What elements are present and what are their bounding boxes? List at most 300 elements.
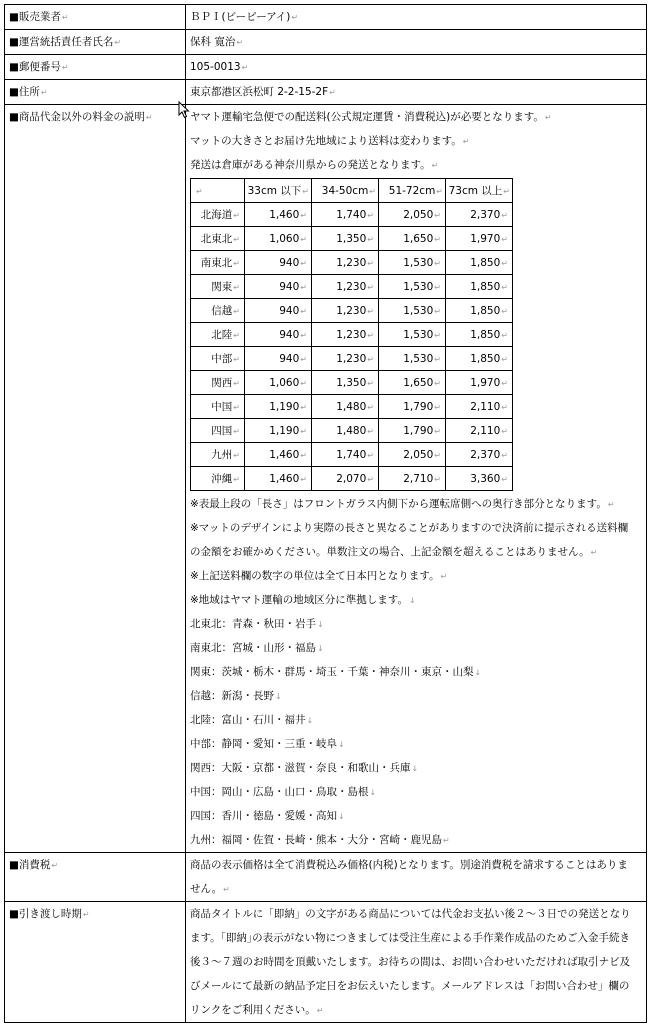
- shipping-row: [191, 419, 513, 443]
- cell-end-mark: ↵: [440, 572, 448, 581]
- postal-label-cell: [5, 55, 186, 80]
- region-definition-line: [190, 756, 642, 780]
- cell-end-mark: ↵: [40, 88, 48, 97]
- rate-cell: [245, 323, 312, 347]
- rate-value: 1,190: [269, 424, 300, 437]
- cell-end-mark: ↵: [431, 161, 439, 170]
- rate-value: 1,740: [336, 208, 367, 221]
- cell-end-mark: ↵: [501, 258, 508, 268]
- rate-cell: [245, 203, 312, 227]
- fees-note-text: ※上記送料欄の数字の単位は全て日本円となります。: [190, 570, 440, 582]
- cell-end-mark: ↵: [434, 282, 441, 292]
- cell-end-mark: ↵: [367, 474, 374, 484]
- region-definition-text: 九州：福岡・佐賀・長崎・熊本・大分・宮崎・鹿児島: [190, 834, 442, 846]
- cell-end-mark: ↵: [367, 282, 374, 292]
- fees-note-text: ※マットのデザインにより実際の長さと異なることがありますので決済前に提示される送料欄: [190, 522, 629, 534]
- region-definition-line: [190, 828, 642, 852]
- rate-cell: [312, 443, 379, 467]
- rate-value: 940: [279, 352, 300, 365]
- cell-end-mark: ↵: [434, 234, 441, 244]
- fees-intro-text: 発送は倉庫がある神奈川県からの発送となります。: [190, 159, 431, 171]
- cell-end-mark: ↵: [233, 451, 240, 460]
- shipping-header-cell: [312, 179, 379, 203]
- cell-end-mark: ↵: [233, 283, 240, 292]
- cell-end-mark: ↵: [434, 330, 441, 340]
- rate-cell: [446, 227, 513, 251]
- rate-value: 2,370: [470, 208, 501, 221]
- region-definition-line: [190, 780, 642, 804]
- fees-note-line: [190, 492, 642, 516]
- rate-value: 1,530: [403, 328, 434, 341]
- rate-cell: [312, 323, 379, 347]
- rate-value: 1,060: [269, 232, 300, 245]
- cell-end-mark: ↵: [300, 426, 307, 436]
- region-definition-line: [190, 636, 642, 660]
- cell-end-mark: ↵: [300, 330, 307, 340]
- tax-text: せん。: [190, 883, 223, 895]
- cell-end-mark: ↵: [300, 258, 307, 268]
- region-cell: [191, 275, 245, 299]
- region-name: 関西: [211, 377, 233, 389]
- rate-value: 1,650: [403, 232, 434, 245]
- cell-end-mark: ↵: [300, 450, 307, 460]
- region-name: 北東北: [200, 233, 233, 245]
- address-label-cell: [5, 80, 186, 105]
- delivery-text: びメールにて最新の納品予定日をお伝えいたします。メールアドレスは「お問い合わせ」欄の: [190, 980, 630, 992]
- manager-value: 保科 寛治: [190, 36, 236, 48]
- shipping-header-cell: [245, 179, 312, 203]
- address-value-cell: [186, 80, 647, 105]
- cell-end-mark: ↵: [233, 427, 240, 436]
- shipping-header-cell: [379, 179, 446, 203]
- cell-end-mark: ↵: [300, 378, 307, 388]
- rate-value: 1,460: [269, 208, 300, 221]
- rate-cell: [379, 203, 446, 227]
- fees-intro-line: [190, 129, 642, 153]
- region-definition-line: [190, 660, 642, 684]
- cell-end-mark: ↵: [434, 210, 441, 220]
- rate-value: 1,850: [470, 280, 501, 293]
- delivery-text: リンクをご利用ください。: [190, 1004, 316, 1016]
- rate-cell: [446, 203, 513, 227]
- delivery-text-line: [190, 974, 642, 998]
- cell-end-mark: ↵: [501, 234, 508, 244]
- address-row: [5, 80, 647, 105]
- rate-value: 2,110: [470, 400, 501, 413]
- cell-end-mark: ↵: [544, 113, 552, 122]
- line-break-mark: ↓: [408, 596, 416, 605]
- rate-cell: [446, 275, 513, 299]
- cell-end-mark: ↵: [501, 306, 508, 316]
- region-name: 南東北: [200, 257, 233, 269]
- region-definition-line: [190, 612, 642, 636]
- rate-cell: [446, 443, 513, 467]
- cell-end-mark: ↵: [61, 63, 69, 72]
- rate-cell: [379, 467, 446, 491]
- rate-cell: [245, 467, 312, 491]
- cell-end-mark: ↵: [367, 402, 374, 412]
- rate-value: 1,790: [403, 424, 434, 437]
- rate-cell: [245, 251, 312, 275]
- rate-cell: [446, 371, 513, 395]
- cell-end-mark: ↵: [501, 354, 508, 364]
- cell-end-mark: ↵: [434, 402, 441, 412]
- fees-label-cell: [5, 105, 186, 853]
- delivery-text-line: [190, 998, 642, 1022]
- rate-value: 1,190: [269, 400, 300, 413]
- region-cell: [191, 371, 245, 395]
- seller-value-cell: [186, 5, 647, 30]
- cell-end-mark: ↵: [501, 210, 508, 220]
- shipping-row: [191, 443, 513, 467]
- tax-text-line: [190, 877, 642, 901]
- delivery-label: ■引き渡し時期: [9, 908, 82, 920]
- size-header: 33cm 以下: [247, 185, 302, 197]
- rate-cell: [312, 419, 379, 443]
- tax-text-line: [190, 853, 642, 877]
- cell-end-mark: ↵: [114, 38, 122, 47]
- cell-end-mark: ↵: [501, 450, 508, 460]
- region-cell: [191, 347, 245, 371]
- rate-value: 1,850: [470, 352, 501, 365]
- region-name: 北陸: [211, 329, 233, 341]
- cell-end-mark: ↵: [233, 211, 240, 220]
- cell-end-mark: ↵: [462, 137, 470, 146]
- cell-end-mark: ↵: [367, 306, 374, 316]
- size-header: 51-72cm: [388, 184, 436, 197]
- rate-cell: [245, 227, 312, 251]
- rate-cell: [379, 275, 446, 299]
- rate-value: 940: [279, 256, 300, 269]
- rate-cell: [312, 347, 379, 371]
- rate-cell: [379, 227, 446, 251]
- rate-value: 1,530: [403, 280, 434, 293]
- seller-row: [5, 5, 647, 30]
- rate-value: 1,230: [336, 304, 367, 317]
- shipping-row: [191, 227, 513, 251]
- fees-intro-line: [190, 153, 642, 177]
- region-cell: [191, 203, 245, 227]
- region-definition-text: 関東：茨城・栃木・群馬・埼玉・千葉・神奈川・東京・山梨: [190, 666, 474, 678]
- delivery-text: 後３～７週のお時間を頂戴いたします。お待ちの間は、お問い合わせいただければ取引ナビ及: [190, 956, 631, 968]
- delivery-text-line: [190, 950, 642, 974]
- cell-end-mark: ↵: [367, 378, 374, 388]
- cell-end-mark: ↵: [300, 282, 307, 292]
- rate-value: 1,530: [403, 256, 434, 269]
- shipping-corner-cell: [191, 179, 245, 203]
- shipping-row: [191, 347, 513, 371]
- postal-value-cell: [186, 55, 647, 80]
- cell-end-mark: ↵: [501, 330, 508, 340]
- fees-note-line: [190, 588, 642, 612]
- cell-end-mark: ↵: [501, 426, 508, 436]
- line-break-mark: ↓: [317, 644, 324, 653]
- rate-cell: [245, 395, 312, 419]
- rate-cell: [312, 275, 379, 299]
- rate-value: 2,710: [403, 472, 434, 485]
- cell-end-mark: ↵: [145, 113, 153, 122]
- tax-label-cell: [5, 853, 186, 902]
- region-definition-text: 信越：新潟・長野: [190, 690, 274, 702]
- cell-end-mark: ↵: [501, 282, 508, 292]
- cell-end-mark: ↵: [236, 38, 244, 47]
- rate-cell: [312, 395, 379, 419]
- delivery-content-cell: [186, 902, 647, 1023]
- rate-cell: [312, 299, 379, 323]
- cell-end-mark: ↵: [501, 402, 508, 412]
- region-name: 九州: [211, 449, 233, 461]
- address-label: ■住所: [9, 86, 40, 98]
- region-name: 沖縄: [211, 473, 233, 485]
- shipping-row: [191, 371, 513, 395]
- cell-end-mark: ↵: [302, 187, 309, 196]
- rate-cell: [446, 467, 513, 491]
- region-definition-text: 関西：大阪・京都・滋賀・奈良・和歌山・兵庫: [190, 762, 411, 774]
- region-name: 関東: [211, 281, 233, 293]
- shipping-row: [191, 299, 513, 323]
- postal-value: 105-0013: [190, 61, 241, 73]
- rate-cell: [446, 251, 513, 275]
- cell-end-mark: ↵: [300, 474, 307, 484]
- region-cell: [191, 227, 245, 251]
- cell-end-mark: ↵: [367, 330, 374, 340]
- rate-cell: [245, 347, 312, 371]
- region-definition-line: [190, 708, 642, 732]
- rate-value: 1,460: [269, 448, 300, 461]
- delivery-text-line: [190, 902, 642, 926]
- rate-cell: [245, 299, 312, 323]
- cell-end-mark: ↵: [233, 379, 240, 388]
- rate-value: 1,230: [336, 280, 367, 293]
- tax-row: [5, 853, 647, 902]
- delivery-text-line: [190, 926, 642, 950]
- rate-cell: [379, 299, 446, 323]
- cell-end-mark: ↵: [300, 306, 307, 316]
- line-break-mark: ↓: [338, 740, 345, 749]
- cell-end-mark: ↵: [367, 426, 374, 436]
- region-cell: [191, 299, 245, 323]
- cell-end-mark: ↵: [300, 234, 307, 244]
- rate-value: 3,360: [470, 472, 501, 485]
- seller-label-cell: [5, 5, 186, 30]
- fees-note-text: の金額をお確かめください。単数注文の場合、上記金額を超えることはありません。: [190, 546, 590, 558]
- cell-end-mark: ↵: [367, 354, 374, 364]
- postal-row: [5, 55, 647, 80]
- fees-row: [5, 105, 647, 853]
- shipping-header-row: [191, 179, 513, 203]
- rate-value: 940: [279, 280, 300, 293]
- line-break-mark: ↓: [411, 764, 419, 773]
- rate-cell: [379, 347, 446, 371]
- shipping-row: [191, 467, 513, 491]
- rate-cell: [379, 323, 446, 347]
- rate-value: 1,480: [336, 400, 367, 413]
- rate-cell: [446, 347, 513, 371]
- address-value: 東京都港区浜松町 2-2-15-2F: [190, 86, 329, 98]
- fees-intro-line: [190, 105, 642, 129]
- shipping-row: [191, 275, 513, 299]
- cell-end-mark: ↵: [300, 354, 307, 364]
- cell-end-mark: ↵: [434, 258, 441, 268]
- rate-value: 1,970: [470, 232, 501, 245]
- region-definition-text: 中国：岡山・広島・山口・鳥取・島根: [190, 786, 369, 798]
- rate-value: 2,050: [403, 208, 434, 221]
- region-definition-text: 北東北：青森・秋田・岩手: [190, 618, 316, 630]
- cell-end-mark: ↵: [233, 307, 240, 316]
- cell-end-mark: ↵: [82, 910, 90, 919]
- rate-cell: [245, 371, 312, 395]
- fees-note-line: [190, 516, 642, 540]
- rate-cell: [312, 227, 379, 251]
- region-cell: [191, 251, 245, 275]
- cell-end-mark: ↵: [590, 548, 598, 557]
- size-header: 34-50cm: [321, 184, 369, 197]
- rate-value: 2,110: [470, 424, 501, 437]
- manager-row: [5, 30, 647, 55]
- region-cell: [191, 395, 245, 419]
- fees-intro-text: ヤマト運輸宅急便での配送料(公式規定運賃・消費税込)が必要となります。: [190, 111, 544, 123]
- tax-label: ■消費税: [9, 859, 51, 871]
- seller-info-table: [4, 4, 647, 1023]
- region-definition-line: [190, 804, 642, 828]
- fees-note-text: ※表最上段の「長さ」はフロントガラス内側下から運転席側への奥行き部分となります。: [190, 498, 607, 510]
- rate-value: 1,230: [336, 328, 367, 341]
- fees-content-cell: [186, 105, 647, 853]
- rate-cell: [379, 395, 446, 419]
- cell-end-mark: ↵: [607, 500, 615, 509]
- rate-value: 1,460: [269, 472, 300, 485]
- cell-end-mark: ↵: [329, 88, 336, 97]
- cell-end-mark: ↵: [51, 861, 59, 870]
- region-definition-text: 南東北：宮城・山形・福島: [190, 642, 316, 654]
- rate-value: 1,850: [470, 328, 501, 341]
- rate-value: 1,230: [336, 352, 367, 365]
- cell-end-mark: ↵: [233, 331, 240, 340]
- shipping-row: [191, 251, 513, 275]
- cell-end-mark: ↵: [233, 259, 240, 268]
- cell-end-mark: ↵: [61, 13, 69, 22]
- region-name: 中国: [211, 401, 233, 413]
- region-cell: [191, 443, 245, 467]
- rate-value: 940: [279, 304, 300, 317]
- cell-end-mark: ↵: [503, 187, 510, 196]
- rate-value: 1,850: [470, 304, 501, 317]
- cell-end-mark: ↵: [233, 355, 240, 364]
- rate-cell: [379, 251, 446, 275]
- cell-end-mark: ↵: [434, 426, 441, 436]
- seller-label: ■販売業者: [9, 11, 61, 23]
- rate-value: 1,790: [403, 400, 434, 413]
- rate-value: 2,050: [403, 448, 434, 461]
- rate-value: 2,370: [470, 448, 501, 461]
- shipping-header-cell: [446, 179, 513, 203]
- manager-value-cell: [186, 30, 647, 55]
- rate-value: 1,970: [470, 376, 501, 389]
- cell-end-mark: ↵: [434, 306, 441, 316]
- rate-value: 2,070: [336, 472, 367, 485]
- cell-end-mark: ↵: [434, 354, 441, 364]
- mouse-cursor-icon: [178, 101, 190, 119]
- rate-value: 1,530: [403, 352, 434, 365]
- region-name: 北海道: [200, 209, 233, 221]
- region-name: 四国: [211, 425, 233, 437]
- cell-end-mark: ↵: [501, 378, 508, 388]
- fees-note-line: [190, 564, 642, 588]
- rate-value: 1,850: [470, 256, 501, 269]
- cell-end-mark: ↵: [434, 378, 441, 388]
- shipping-rate-table: [190, 178, 513, 491]
- rate-cell: [245, 275, 312, 299]
- line-break-mark: ↓: [474, 668, 482, 677]
- rate-value: 1,350: [336, 232, 367, 245]
- cell-end-mark: ↵: [434, 474, 441, 484]
- fees-intro-text: マットの大きさとお届け先地域により送料は変わります。: [190, 135, 462, 147]
- region-definition-line: [190, 684, 642, 708]
- cell-end-mark: ↵: [367, 210, 374, 220]
- delivery-text: ます。｢即納｣の表示がない物につきましては受注生産による手作業作成品のためご入金手続き: [190, 932, 630, 944]
- cell-end-mark: ↵: [291, 13, 299, 22]
- rate-cell: [379, 443, 446, 467]
- fees-label: ■商品代金以外の料金の説明: [9, 111, 145, 123]
- rate-value: 1,060: [269, 376, 300, 389]
- seller-value: ＢＰＩ(ビーピーアイ): [190, 11, 291, 23]
- rate-cell: [245, 419, 312, 443]
- rate-value: 1,530: [403, 304, 434, 317]
- rate-value: 1,230: [336, 256, 367, 269]
- rate-cell: [446, 323, 513, 347]
- postal-label: ■郵便番号: [9, 61, 61, 73]
- cell-end-mark: ↵: [196, 186, 203, 196]
- delivery-row: [5, 902, 647, 1023]
- fees-note-text: ※地域はヤマト運輸の地域区分に準拠します。: [190, 594, 408, 606]
- rate-cell: [312, 467, 379, 491]
- line-break-mark: ↓: [317, 620, 324, 629]
- cell-end-mark: ↵: [501, 474, 508, 484]
- cell-end-mark: ↵: [233, 475, 240, 484]
- rate-value: 1,740: [336, 448, 367, 461]
- cell-end-mark: ↵: [367, 258, 374, 268]
- cell-end-mark: ↵: [300, 210, 307, 220]
- cell-end-mark: ↵: [316, 1006, 324, 1015]
- rate-cell: [245, 443, 312, 467]
- cell-end-mark: ↵: [223, 885, 230, 894]
- shipping-row: [191, 395, 513, 419]
- rate-cell: [312, 203, 379, 227]
- cell-end-mark: ↵: [300, 402, 307, 412]
- rate-value: 1,650: [403, 376, 434, 389]
- region-cell: [191, 323, 245, 347]
- line-break-mark: ↓: [306, 716, 314, 725]
- rate-value: 1,350: [336, 376, 367, 389]
- rate-value: 940: [279, 328, 300, 341]
- cell-end-mark: ↵: [367, 450, 374, 460]
- rate-value: 1,480: [336, 424, 367, 437]
- line-break-mark: ↓: [275, 692, 282, 701]
- region-cell: [191, 419, 245, 443]
- cell-end-mark: ↵: [241, 63, 249, 72]
- tax-text: 商品の表示価格は全て消費税込み価格(内税)となります。別途消費税を請求することはありま: [190, 859, 628, 871]
- manager-label-cell: [5, 30, 186, 55]
- region-definition-text: 中部：静岡・愛知・三重・岐阜: [190, 738, 337, 750]
- region-definition-text: 北陸：富山・石川・福井: [190, 714, 306, 726]
- delivery-label-cell: [5, 902, 186, 1023]
- cell-end-mark: ↵: [436, 186, 443, 196]
- region-name: 信越: [211, 305, 233, 317]
- manager-label: ■運営統括責任者氏名: [9, 36, 114, 48]
- region-definition-line: [190, 732, 642, 756]
- line-break-mark: ↓: [338, 812, 345, 821]
- cell-end-mark: ↵: [369, 186, 376, 196]
